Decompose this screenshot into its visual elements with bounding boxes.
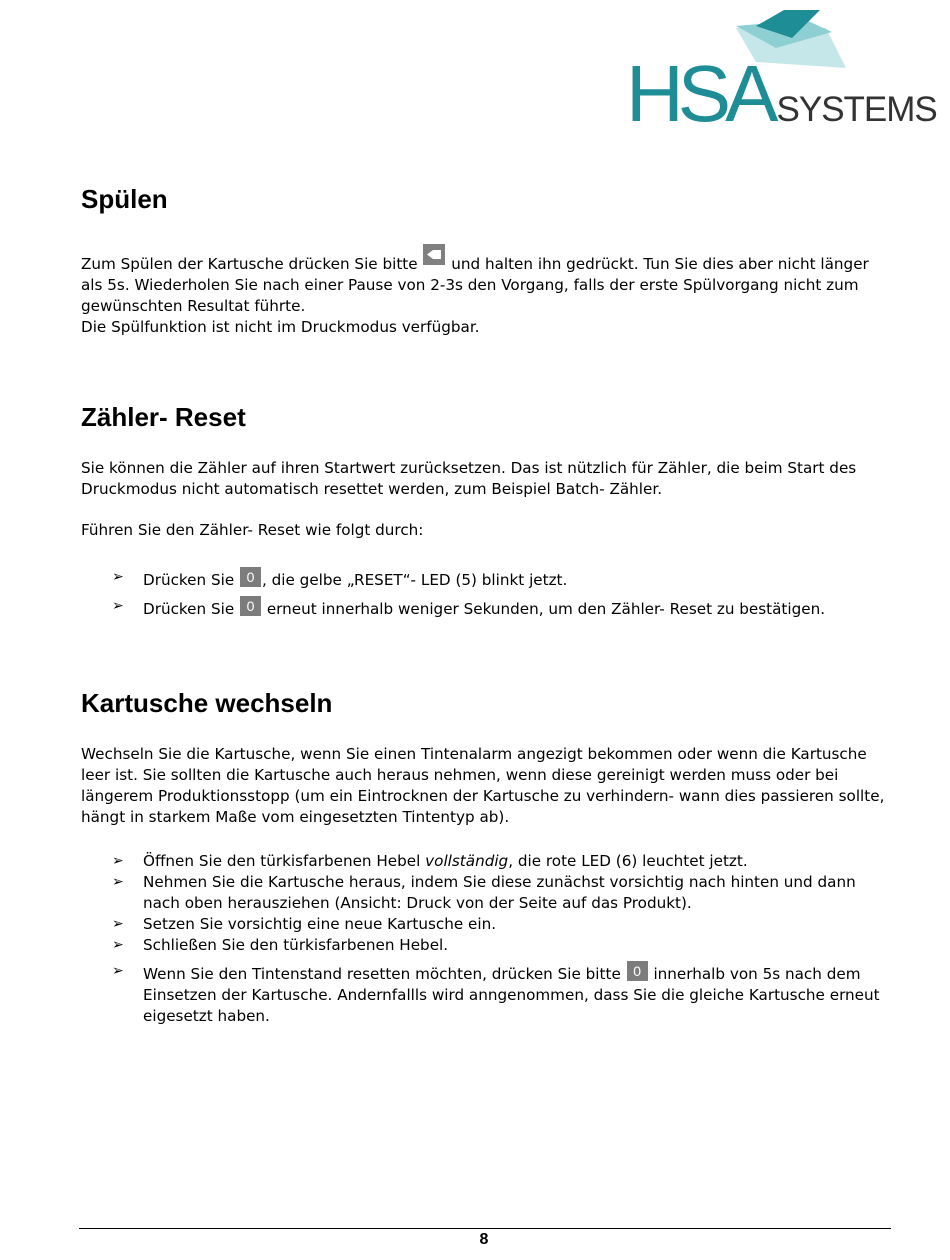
arrow-bullet-icon: ➢ (112, 963, 124, 979)
reset-paragraph-2: Führen Sie den Zähler- Reset wie folgt durch: (81, 521, 424, 539)
arrow-bullet-icon: ➢ (112, 937, 124, 953)
step-text: Drücken Sie (143, 600, 235, 618)
step-text: Nehmen Sie die Kartusche heraus, indem Sie diese zunächst vorsichtig nach hinten und dann nach oben herausziehen (Ansicht: Druck von der Seite auf das Produkt). (143, 873, 856, 912)
arrow-bullet-icon: ➢ (112, 569, 124, 585)
spuelen-body (81, 244, 891, 338)
step-text: Drücken Sie (143, 571, 235, 589)
arrow-bullet-icon: ➢ (112, 916, 124, 932)
logo-systems: SYSTEMS (776, 90, 937, 129)
step-text: Wenn Sie den Tintenstand resetten möchten, drücken Sie bitte (143, 965, 621, 983)
list-item (112, 914, 892, 935)
section-title-spuelen: Spülen (81, 184, 168, 214)
spuelen-text-2: und halten ihn gedrückt. Tun Sie dies aber nicht länger als 5s. Wiederholen Sie nach einer Pause von 2-3s den Vorgang, falls der erste Spülvorgang nicht zum gewünschten Resultat führte. (81, 255, 869, 315)
logo-hsa: HSA (626, 49, 773, 138)
arrow-bullet-icon: ➢ (112, 853, 124, 869)
reset-steps-list (112, 567, 892, 620)
step-text: Setzen Sie vorsichtig eine neue Kartusche ein. (143, 915, 497, 933)
wechseln-paragraph-1: Wechseln Sie die Kartusche, wenn Sie einen Tintenalarm angezigt bekommen oder wenn die Kartusche leer ist. Sie sollten die Kartusche auch heraus nehmen, wenn diese gereinigt werden muss oder bei längerem Produktionsstopp (um ein Eintrocknen der Kartusche zu verhindern- wann dies passieren sollte, hängt in starkem Maße vom eingesetzten Tintentyp ab). (81, 745, 885, 826)
list-item (112, 872, 892, 914)
list-item (112, 935, 892, 956)
step-text: , die gelbe „RESET“- LED (5) blinkt jetzt. (262, 571, 568, 589)
step-text: erneut innerhalb weniger Sekunden, um den Zähler- Reset zu bestätigen. (266, 600, 826, 618)
spuelen-text-1: Zum Spülen der Kartusche drücken Sie bitte (81, 255, 418, 273)
section-title-wechseln: Kartusche wechseln (81, 688, 333, 718)
hsa-systems-logo (626, 8, 937, 138)
zero-key-icon: 0 (627, 961, 648, 981)
step-text: innerhalb von 5s nach dem Einsetzen der Kartusche. Andernfallls wird anngenommen, dass Sie die gleiche Kartusche erneut eigesetzt haben. (143, 965, 880, 1025)
section-title-reset: Zähler- Reset (81, 402, 246, 432)
logo-wordmark (626, 49, 937, 138)
list-item (112, 961, 892, 1027)
list-item (112, 596, 892, 620)
step-text: Öffnen Sie den türkisfarbenen Hebel (143, 852, 421, 870)
flush-icon (423, 244, 445, 265)
wechseln-steps-list (112, 851, 892, 1027)
spuelen-paragraph-1 (81, 244, 891, 317)
footer-divider (79, 1228, 891, 1229)
arrow-bullet-icon: ➢ (112, 598, 124, 614)
list-item (112, 851, 892, 872)
reset-paragraph-1: Sie können die Zähler auf ihren Startwert zurücksetzen. Das ist nützlich für Zähler, die beim Start des Druckmodus nicht automatisch resettet werden, zum Beispiel Batch- Zähler. (81, 459, 857, 498)
list-item (112, 567, 892, 591)
zero-key-icon: 0 (240, 567, 261, 587)
emphasis-text: vollständig (425, 852, 509, 870)
zero-key-icon: 0 (240, 596, 261, 616)
arrow-bullet-icon: ➢ (112, 874, 124, 890)
spuelen-paragraph-2: Die Spülfunktion ist nicht im Druckmodus verfügbar. (81, 318, 480, 336)
step-text: Schließen Sie den türkisfarbenen Hebel. (143, 936, 449, 954)
step-text: , die rote LED (6) leuchtet jetzt. (508, 852, 748, 870)
page-number: 8 (479, 1231, 489, 1248)
